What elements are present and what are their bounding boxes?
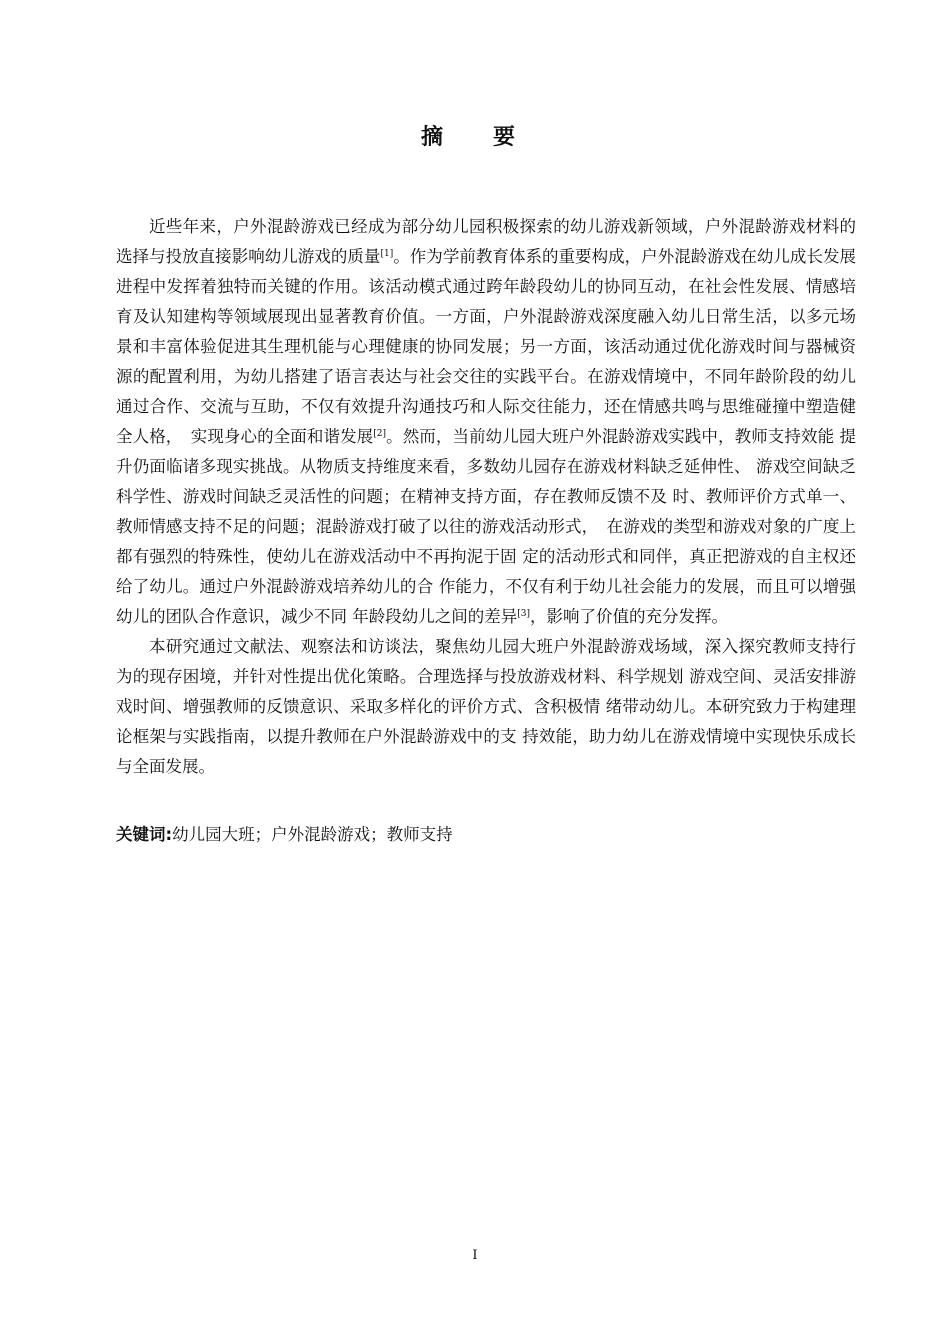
- abstract-paragraph-1: [116, 212, 856, 632]
- keywords-value: 幼儿园大班；户外混龄游戏；教师支持: [172, 825, 453, 844]
- paragraph-1-text-part-3: 。然而，当前幼儿园大班户外混龄游戏实践中，教师支持效能 提升仍面临诸多现实挑战。从物质支持维度来看，多数幼儿园存在游戏材料缺乏延伸性、 游戏空间缺乏科学性、游戏时间缺乏灵活性的问题；在精神支持方面，存在教师反馈不及 时、教师评价方式单一、教师情感支持不足的问题；混龄游戏打破了以往的游戏活动形式， 在游戏的类型和游戏对象的广度上都有强烈的特殊性，使幼儿在游戏活动中不再拘泥于固 定的活动形式和同伴，真正把游戏的自主权还给了幼儿。通过户外混龄游戏培养幼儿的合 作能力，不仅有利于幼儿社会能力的发展，而且可以增强幼儿的团队合作意识，减少不同 年龄段幼儿之间的差异: [116, 427, 856, 626]
- keywords-label: 关键词:: [116, 825, 173, 844]
- citation-1: [1]: [380, 249, 394, 259]
- citation-3: [3]: [517, 609, 530, 619]
- citation-2: [2]: [373, 429, 387, 439]
- abstract-body: [116, 212, 856, 850]
- paragraph-1-text-part-4: ，影响了价值的充分发挥。: [530, 607, 728, 626]
- keywords-line: [116, 820, 856, 850]
- abstract-title: 摘 要: [420, 125, 529, 150]
- abstract-paragraph-2: 本研究通过文献法、观察法和访谈法，聚焦幼儿园大班户外混龄游戏场域，深入探究教师支持行为的现存困境，并针对性提出优化策略。合理选择与投放游戏材料、科学规划 游戏空间、灵活安排游戏时间、增强教师的反馈意识、采取多样化的评价方式、含积极情 绪带动幼儿。本研究致力于构建理论框架与实践指南，以提升教师在户外混龄游戏中的支 持效能，助力幼儿在游戏情境中实现快乐成长与全面发展。: [116, 637, 856, 776]
- paragraph-1-text-part-1: 近些年来，户外混龄游戏已经成为部分幼儿园积极探索的幼儿游戏新领域，户外混龄游戏材料的选择与投放直接影响幼儿游戏的质量: [116, 217, 856, 266]
- page-number: I: [472, 1248, 478, 1263]
- paragraph-1-text-part-2: 。作为学前教育体系的重要构成，户外混龄游戏在幼儿成长发展进程中发挥着独特而关键的作用。该活动模式通过跨年龄段幼儿的协同互动，在社会性发展、情感培育及认知建构等领域展现出显著教育价值。一方面，户外混龄游戏深度融入幼儿日常生活，以多元场景和丰富体验促进其生理机能与心理健康的协同发展；另一方面，该活动通过优化游戏时间与器械资源的配置利用，为幼儿搭建了语言表达与社会交往的实践平台。在游戏情境中，不同年龄阶段的幼儿通过合作、交流与互助，不仅有效提升沟通技巧和人际交往能力，还在情感共鸣与思维碰撞中塑造健全人格， 实现身心的全面和谐发展: [116, 247, 857, 446]
